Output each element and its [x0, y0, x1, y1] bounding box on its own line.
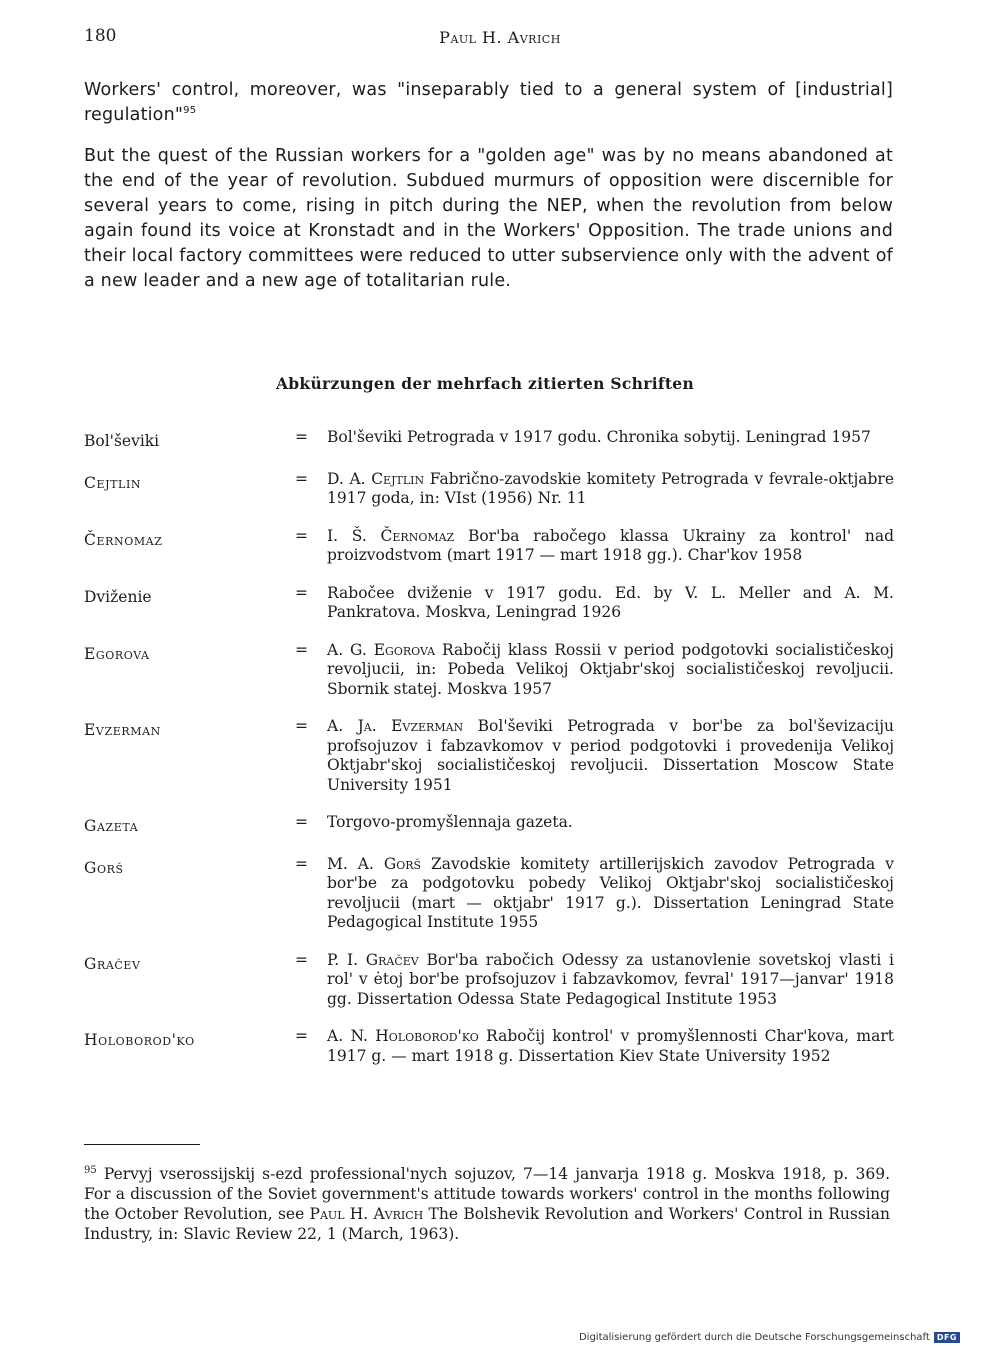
page-number: 180	[84, 26, 117, 46]
definition-author: A. N. Holoborod'ko	[327, 1027, 479, 1045]
abbreviation-entry	[84, 470, 894, 509]
dfg-logo: DFG	[934, 1332, 960, 1343]
abbreviation-term: Holoborod'ko	[84, 1031, 195, 1049]
definition-author: A. G. Egorova	[327, 640, 436, 659]
abbreviation-entry	[84, 717, 894, 795]
abbreviation-definition	[327, 951, 894, 1010]
abbreviation-definition	[327, 641, 894, 700]
abbreviation-term: Gazeta	[84, 817, 139, 835]
abbreviation-term: Cejtlin	[84, 473, 142, 492]
definition-author: D. A. Cejtlin	[327, 469, 425, 488]
definition-text: Zavodskie komitety artillerijskich zavodov Petrograda v bor'be za podgotovku pobedy Velikoj Oktjabr'skoj socialističeskoj revoljucii (mart — oktjabr' 1917 g.). Dissertation Leningrad State Pedagogical Institute 1955	[327, 854, 894, 931]
abbreviation-term: Dviženie	[84, 587, 152, 606]
definition-text: Rabočij kontrol' v promyšlennosti Char'kova, mart 1917 g. — mart 1918 g. Dissertation Kiev State University 1952	[327, 1027, 894, 1065]
abbreviation-term: Černomaz	[84, 530, 163, 549]
abbreviation-entry	[84, 1027, 894, 1066]
definition-author: P. I. Gračev	[327, 950, 419, 969]
equals-sign: =	[295, 526, 308, 545]
definition-text: Torgovo-promyšlennaja gazeta.	[327, 813, 573, 831]
abbreviation-definition	[327, 470, 894, 509]
digitization-credit	[579, 1332, 960, 1343]
abbreviation-definition	[327, 855, 894, 933]
abbreviation-definition	[327, 584, 894, 623]
paragraph-1-text: Workers' control, moreover, was "inseparably tied to a general system of [industrial] regulation"	[84, 80, 893, 125]
running-head: Paul H. Avrich	[439, 28, 561, 47]
footnote-divider	[84, 1144, 200, 1145]
digitization-text: Digitalisierung gefördert durch die Deutsche Forschungsgemeinschaft	[578, 1332, 930, 1343]
abbreviation-definition	[327, 717, 894, 795]
abbreviation-term: Egorova	[84, 644, 150, 663]
abbreviation-term: Evzerman	[84, 721, 161, 739]
abbreviation-entry	[84, 527, 894, 566]
equals-sign: =	[295, 1027, 308, 1045]
footnote	[84, 1164, 890, 1244]
definition-text: Fabrično-zavodskie komitety Petrograda v fevrale-oktjabre 1917 goda, in: VIst (1956) Nr. 11	[327, 469, 895, 507]
equals-sign: =	[295, 950, 308, 969]
equals-sign: =	[295, 717, 308, 735]
abbreviation-term: Gračev	[84, 954, 141, 973]
abbreviation-entry	[84, 641, 894, 700]
equals-sign: =	[295, 583, 308, 602]
abbreviation-entry	[84, 428, 894, 452]
abbreviation-entry	[84, 584, 894, 623]
abbreviation-entry	[84, 951, 894, 1010]
footnote-ref[interactable]: 95	[183, 105, 197, 117]
abbreviation-definition	[327, 1027, 894, 1066]
abbreviation-term: Bol'ševiki	[84, 432, 160, 450]
definition-text: Bor'ba rabočego klassa Ukrainy za kontrol' nad proizvodstvom (mart 1917 — mart 1918 gg.). Char'kov 1958	[327, 526, 894, 564]
abbreviation-definition	[327, 813, 894, 837]
body-paragraph-2: But the quest of the Russian workers for a "golden age" was by no means abandoned at the end of the year of revolution. Subdued murmurs of opposition were discernible for several years to come, rising in pitch during the NEP, when the revolution from below again found its voice at Kronstadt and in the Workers' Opposition. The trade unions and their local factory committees were reduced to utter subservience only with the advent of a new leader and a new age of totalitarian rule.	[84, 146, 893, 291]
abbreviation-entry	[84, 813, 894, 837]
definition-author: M. A. Gorš	[327, 854, 422, 873]
abbreviations-list	[84, 428, 894, 1084]
definition-text: Rabočee dviženie v 1917 godu. Ed. by V. L. Meller and A. M. Pankratova. Moskva, Leningrad 1926	[327, 583, 894, 621]
equals-sign: =	[295, 813, 308, 831]
abbreviation-entry	[84, 855, 894, 933]
definition-text: Rabočij klass Rossii v period podgotovki socialističeskoj revoljucii, in: Pobeda Velikoj Oktjabr'skoj socialističeskoj revoljucii. Sbornik statej. Moskva 1957	[327, 640, 894, 698]
abbreviation-definition	[327, 527, 894, 566]
abbreviation-definition	[327, 428, 894, 452]
footnote-text-after: The Bolshevik Revolution and Workers' Control in Russian Industry, in: Slavic Review 22, 1 (March, 1963).	[84, 1205, 890, 1243]
equals-sign: =	[295, 640, 308, 659]
equals-sign: =	[295, 428, 308, 446]
footnote-number: 95	[84, 1164, 97, 1176]
abbreviation-term: Gorš	[84, 858, 124, 877]
definition-text: Bor'ba rabočich Odessy za ustanovlenie sovetskoj vlasti i rol' v ėtoj bor'be profsojuzov i fabzavkomov, fevral' 1917—janvar' 1918 gg. Dissertation Odessa State Pedagogical Institute 1953	[327, 950, 895, 1008]
footnote-text-before: Pervyj vserossijskij s-ezd professional'nych sojuzov, 7—14 janvarja 1918 g. Moskva 1918, p. 369. For a discussion of the Soviet government's attitude towards workers' control in the months following the October Revolution, see	[84, 1165, 890, 1223]
body-paragraph-1	[84, 78, 893, 128]
equals-sign: =	[295, 469, 308, 488]
definition-author: A. Ja. Evzerman	[327, 717, 464, 735]
equals-sign: =	[295, 854, 308, 873]
definition-text: Bol'ševiki Petrograda v bor'be za bol'ševizaciju profsojuzov i fabzavkomov v period podgotovki i provedenija Velikoj Oktjabr'skoj socialističeskoj revoljucii. Dissertation Moscow State University 1951	[327, 717, 894, 794]
definition-text: Bol'ševiki Petrograda v 1917 godu. Chronika sobytij. Leningrad 1957	[327, 428, 871, 446]
definition-author: I. Š. Černomaz	[327, 526, 455, 545]
footnote-author: Paul H. Avrich	[309, 1205, 424, 1223]
abbreviations-heading: Abkürzungen der mehrfach zitierten Schriften	[275, 374, 695, 393]
